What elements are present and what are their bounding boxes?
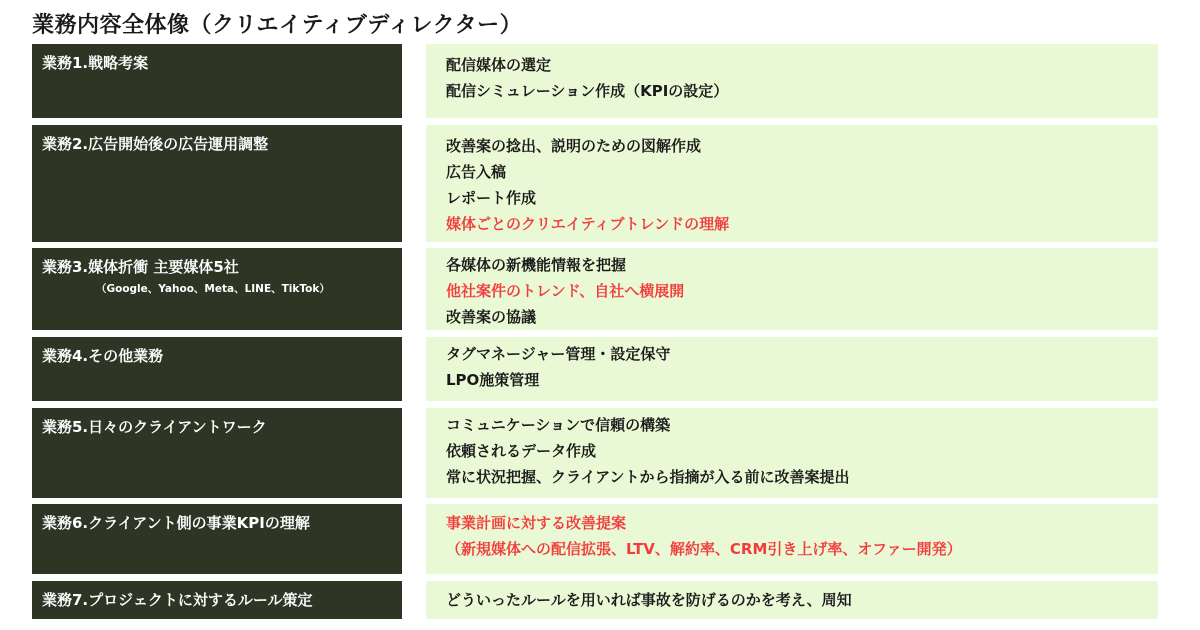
task-label: 業務2.広告開始後の広告運用調整: [42, 135, 269, 153]
task-row-3: [32, 248, 1158, 330]
task-row-7: [32, 581, 1158, 619]
task-label: 業務3.媒体折衝 主要媒体5社: [42, 258, 239, 276]
task-detail-cell: [426, 581, 1158, 619]
task-detail-cell: [426, 337, 1158, 401]
task-detail-item: 依頼されるデータ作成: [446, 442, 597, 460]
task-detail-item: 改善案の協議: [446, 308, 537, 326]
task-detail-cell: [426, 44, 1158, 118]
task-detail-item-highlight: 媒体ごとのクリエイティブトレンドの理解: [446, 215, 730, 233]
task-detail-cell: [426, 504, 1158, 574]
task-label: 業務6.クライアント側の事業KPIの理解: [42, 514, 310, 532]
task-row-5: [32, 408, 1158, 498]
task-detail-item: タグマネージャー管理・設定保守: [446, 345, 671, 363]
task-row-4: [32, 337, 1158, 401]
task-detail-cell: [426, 408, 1158, 498]
task-detail-item: レポート作成: [446, 189, 537, 207]
task-label-cell: [32, 248, 402, 330]
task-label-cell: [32, 125, 402, 242]
task-label: 業務1.戦略考案: [42, 54, 149, 72]
task-detail-item: 配信媒体の選定: [446, 56, 552, 74]
task-detail-item: どういったルールを用いれば事故を防げるのかを考え、周知: [446, 591, 852, 609]
task-label-cell: [32, 44, 402, 118]
task-detail-item-highlight: 他社案件のトレンド、自社へ横展開: [446, 282, 685, 300]
task-label-cell: [32, 337, 402, 401]
task-detail-item: 改善案の捻出、説明のための図解作成: [446, 137, 702, 155]
task-detail-item: LPO施策管理: [446, 371, 540, 389]
task-detail-item: 広告入稿: [446, 163, 507, 181]
page-title: 業務内容全体像（クリエイティブディレクター）: [32, 13, 523, 38]
task-detail-item-highlight: 事業計画に対する改善提案: [446, 514, 627, 532]
task-detail-item: コミュニケーションで信頼の構築: [446, 416, 671, 434]
task-detail-cell: [426, 125, 1158, 242]
task-detail-item: 常に状況把握、クライアントから指摘が入る前に改善案提出: [446, 468, 850, 486]
task-detail-item: 配信シミュレーション作成（KPIの設定）: [446, 82, 729, 100]
task-row-6: [32, 504, 1158, 574]
task-label-cell: [32, 581, 402, 619]
task-detail-item: 各媒体の新機能情報を把握: [446, 256, 627, 274]
task-detail-cell: [426, 248, 1158, 330]
task-label-cell: [32, 504, 402, 574]
task-sublabel: （Google、Yahoo、Meta、LINE、TikTok）: [96, 283, 330, 295]
task-label: 業務7.プロジェクトに対するルール策定: [42, 591, 313, 609]
task-label: 業務4.その他業務: [42, 347, 164, 365]
task-detail-item-highlight: （新規媒体への配信拡張、LTV、解約率、CRM引き上げ率、オファー開発）: [446, 540, 962, 558]
task-row-2: [32, 125, 1158, 242]
task-row-1: [32, 44, 1158, 118]
task-label-cell: [32, 408, 402, 498]
task-label: 業務5.日々のクライアントワーク: [42, 418, 267, 436]
